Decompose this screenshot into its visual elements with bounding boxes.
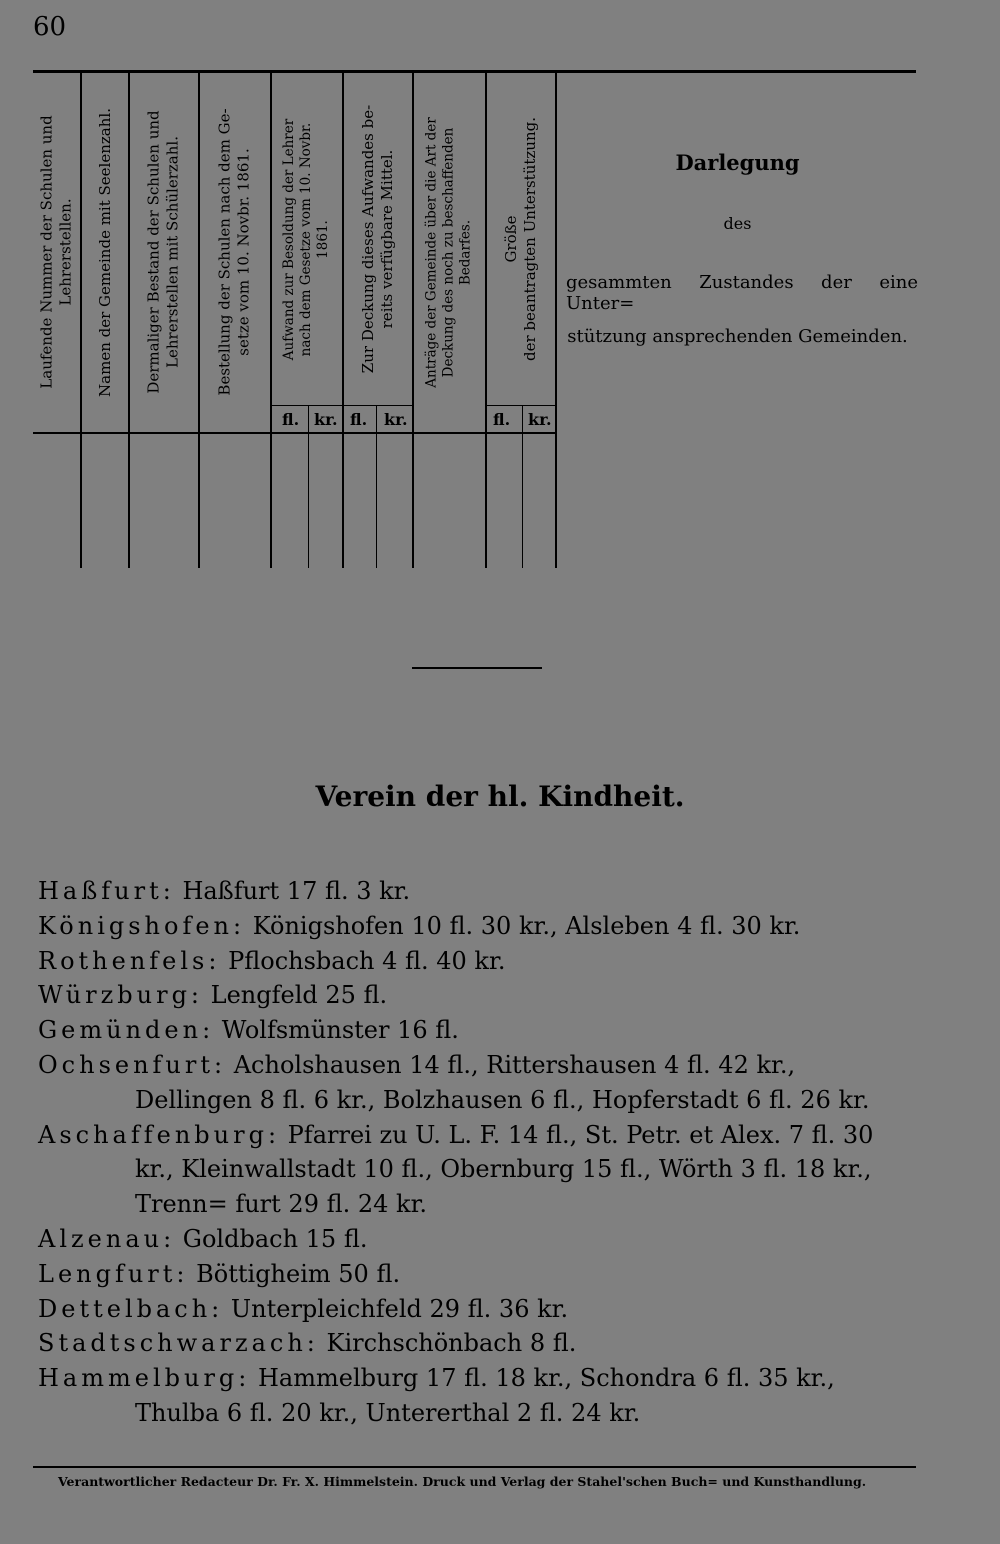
section-divider <box>412 667 542 669</box>
list-item <box>38 1013 918 1048</box>
unit-rule-1 <box>272 405 342 406</box>
donation-list <box>38 874 918 1431</box>
imprint-footer: Verantwortlicher Redacteur Dr. Fr. X. Himmelstein. Druck und Verlag der Stahel'schen Buch= und Kunsthandlung. <box>58 1474 867 1489</box>
list-item <box>38 1048 918 1118</box>
place-name: Hammelburg: <box>38 1364 251 1393</box>
place-name: Stadtschwarzach: <box>38 1329 319 1358</box>
column-header: Laufende Nummer der Schulen und Lehrerstellen. <box>37 115 75 389</box>
col-divider <box>308 405 309 568</box>
place-name: Lengfurt: <box>38 1259 189 1288</box>
list-item <box>38 1361 918 1431</box>
unit-rule-2 <box>344 405 412 406</box>
list-item <box>38 1222 918 1257</box>
unit-label: fl. <box>350 410 368 429</box>
entry-text: Goldbach 15 fl. <box>175 1224 368 1253</box>
entry-text: Böttigheim 50 fl. <box>188 1259 401 1288</box>
col-divider <box>555 73 557 568</box>
entry-text: Lengfeld 25 fl. <box>203 981 388 1010</box>
place-name: Rothenfels: <box>38 946 221 975</box>
col-divider <box>522 405 523 568</box>
place-name: Ochsenfurt: <box>38 1050 227 1079</box>
unit-label: kr. <box>314 410 338 429</box>
list-item <box>38 1326 918 1361</box>
place-name: Würzburg: <box>38 981 204 1010</box>
unit-label: fl. <box>493 410 511 429</box>
list-item <box>38 944 918 979</box>
darlegung-line-1: gesammten Zustandes der eine Unter= <box>566 272 918 314</box>
list-item <box>38 978 918 1013</box>
entry-text: Königshofen 10 fl. 30 kr., Alsleben 4 fl. 30 kr. <box>245 911 801 940</box>
list-item <box>38 909 918 944</box>
column-header: Größe der beantragten Unterstützung. <box>502 117 539 361</box>
column-header: Bestellung der Schulen nach dem Ge- setze vom 10. Novbr. 1861. <box>216 108 254 396</box>
list-item <box>38 1257 918 1292</box>
entry-text: Acholshausen 14 fl., Rittershausen 4 fl. 42 kr., Dellingen 8 fl. 6 kr., Bolzhausen 6 fl., Hopferstadt 6 fl. 26 kr. <box>135 1050 870 1114</box>
entry-text: Hammelburg 17 fl. 18 kr., Schondra 6 fl. 35 kr., Thulba 6 fl. 20 kr., Untererthal 2 fl. 24 kr. <box>135 1364 835 1427</box>
place-name: Gemünden: <box>38 1016 215 1045</box>
col-divider <box>376 405 377 568</box>
entry-text: Kirchschönbach 8 fl. <box>318 1329 577 1358</box>
darlegung-des: des <box>723 214 752 233</box>
darlegung-line-2: stützung ansprechenden Gemeinden. <box>567 326 908 347</box>
entry-text: Pfarrei zu U. L. F. 14 fl., St. Petr. et Alex. 7 fl. 30 kr., Kleinwallstadt 10 fl., Obernburg 15 fl., Wörth 3 fl. 18 kr., Trenn= furt 29 fl. 24 kr. <box>135 1120 874 1219</box>
entry-text: Unterpleichfeld 29 fl. 36 kr. <box>223 1294 569 1323</box>
table-top-rule <box>33 70 916 73</box>
entry-text: Wolfsmünster 16 fl. <box>214 1016 459 1045</box>
place-name: Haßfurt: <box>38 877 175 905</box>
column-header: Anträge der Gemeinde über die Art der Deckung des noch zu beschaffenden Bedarfes. <box>424 116 475 388</box>
list-item <box>38 874 918 909</box>
list-item <box>38 1292 918 1327</box>
page-number: 60 <box>33 12 67 42</box>
unit-label: kr. <box>528 410 552 429</box>
column-header: Zur Deckung dieses Aufwandes be- reits verfügbare Mittel. <box>359 104 396 374</box>
entry-text: Haßfurt 17 fl. 3 kr. <box>174 877 411 905</box>
entry-text: Pflochsbach 4 fl. 40 kr. <box>220 946 506 975</box>
column-header: Dermaliger Bestand der Schulen und Lehrerstellen mit Schülerzahl. <box>145 110 183 394</box>
darlegung-title: Darlegung <box>675 150 800 175</box>
list-item <box>38 1118 918 1222</box>
table-header-rule <box>33 432 557 434</box>
place-name: Aschaffenburg: <box>38 1120 281 1149</box>
footer-rule <box>33 1466 916 1468</box>
unit-label: fl. <box>282 410 300 429</box>
column-header: Aufwand zur Besoldung der Lehrer nach dem Gesetze vom 10. Novbr. 1861. <box>281 118 332 360</box>
column-header: Namen der Gemeinde mit Seelenzahl. <box>95 107 114 397</box>
place-name: Dettelbach: <box>38 1294 224 1323</box>
place-name: Königshofen: <box>38 911 246 940</box>
place-name: Alzenau: <box>38 1224 176 1253</box>
section-title: Verein der hl. Kindheit. <box>315 780 685 813</box>
unit-label: kr. <box>384 410 408 429</box>
